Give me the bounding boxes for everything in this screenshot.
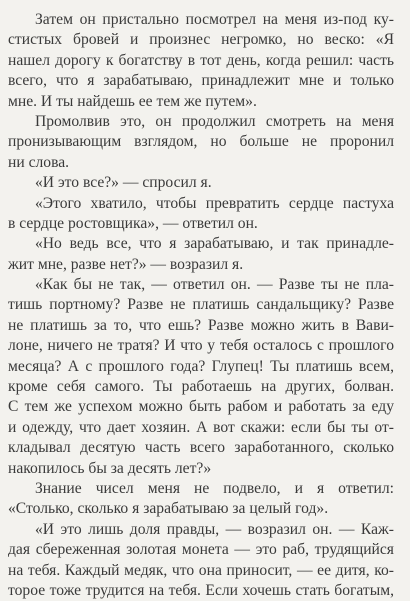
paragraph [8, 112, 394, 173]
text-line: торое тоже трудится на тебя. Если хочешь стать богатым, [8, 581, 394, 599]
text-line: всего, что я зарабатываю, принадлежит мне и только [8, 72, 394, 90]
text-line: кроме себя самого. Ты работаешь на других, болван. [8, 378, 394, 396]
text-line: и одежду, что дает хозяин. А вот скажи: если бы ты от- [8, 418, 394, 436]
text-line: «И это все?» — спросил я. [35, 174, 212, 192]
text-line: «Столько, сколько я зарабатываю за целый год». [8, 500, 329, 518]
text-line: «Этого хватило, чтобы превратить сердце пастуха [35, 194, 394, 212]
text-line: мне. И ты найдешь ее тем же путем». [8, 92, 257, 110]
paragraph [8, 479, 394, 520]
text-line: С тем же успехом можно быть рабом и работать за еду [8, 398, 394, 416]
text-line: месяца? А с прошлого года? Глупец! Ты платишь всем, [8, 357, 394, 375]
paragraph [8, 194, 394, 235]
text-line: накопилось бы за десять лет?» [8, 459, 212, 477]
paragraph [8, 10, 394, 112]
text-line: Промолвив это, он продолжил смотреть на меня [35, 112, 394, 130]
paragraph [8, 275, 394, 479]
text-line: «И это лишь доля правды, — возразил он. — Каж- [35, 520, 394, 538]
text-line: жит мне, разве нет?» — возразил я. [8, 255, 244, 273]
text-line: не платишь за то, что ешь? Разве можно жить в Вави- [8, 316, 394, 334]
text-line: «Как бы не так, — ответил он. — Разве ты не пла- [35, 276, 394, 294]
text-line: «Но ведь все, что я зарабатываю, и так принадле- [35, 235, 394, 253]
text-line: в сердце ростовщика», — ответил он. [8, 214, 258, 232]
paragraph [8, 173, 394, 193]
paragraph [8, 234, 394, 275]
text-line: Знание чисел меня не подвело, и я ответил: [35, 479, 394, 497]
text-line: дая сбереженная золотая монета — это раб, трудящийся [8, 541, 394, 559]
text-line: лоне, ничего не тратя? И что у тебя осталось с прошлого [8, 337, 394, 355]
text-line: ни слова. [8, 153, 70, 171]
text-line: Затем он пристально посмотрел на меня из-под ку- [35, 11, 394, 28]
text-line: тишь портному? Разве не платишь сандальщику? Разве [8, 296, 394, 314]
paragraph [8, 520, 394, 601]
text-line: кладывал десятую часть всего заработанного, сколько [8, 439, 394, 457]
text-line: стистых бровей и произнес негромко, но веско: «Я [8, 31, 394, 49]
text-line: нашел дорогу к богатству в тот день, когда решил: часть [8, 51, 394, 69]
text-line: на тебя. Каждый медяк, что она приносит, — ее дитя, ко- [8, 561, 394, 579]
text-line: пронизывающим взглядом, но больше не проронил [8, 133, 394, 151]
